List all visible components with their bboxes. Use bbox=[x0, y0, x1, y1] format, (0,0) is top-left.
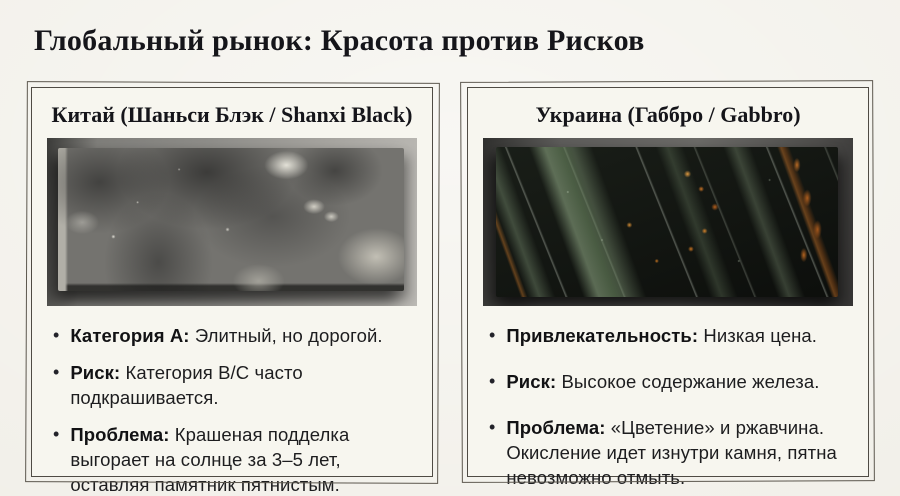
bullet-label: Риск: bbox=[70, 362, 121, 383]
bullet-label: Привлекательность: bbox=[506, 325, 699, 346]
panel-china-header: Китай (Шаньси Блэк / Shanxi Black) bbox=[51, 102, 413, 127]
bullet-icon: • bbox=[53, 362, 60, 382]
panel-china-bullets bbox=[53, 323, 415, 496]
bullet-item bbox=[53, 323, 415, 348]
bullet-item bbox=[489, 415, 851, 490]
bullet-text bbox=[70, 422, 415, 496]
bullet-value: Крашеная подделка выгорает на солнце за 3–5 лет, оставляя памятник пятнистым. bbox=[70, 424, 350, 495]
bullet-item bbox=[489, 323, 851, 348]
bullet-item bbox=[489, 369, 851, 394]
bullet-icon: • bbox=[53, 325, 60, 345]
bullet-text bbox=[506, 369, 819, 394]
bullet-value: Элитный, но дорогой. bbox=[194, 325, 383, 346]
bullet-icon: • bbox=[53, 424, 60, 444]
bullet-icon: • bbox=[489, 325, 496, 345]
gabbro-photo bbox=[483, 138, 853, 306]
bullet-value: Низкая цена. bbox=[703, 325, 818, 346]
bullet-value: Категория B/C часто подкрашивается. bbox=[70, 362, 303, 408]
bullet-item bbox=[53, 422, 415, 496]
bullet-item bbox=[53, 360, 415, 410]
bullet-text bbox=[70, 323, 382, 348]
shanxi-black-photo bbox=[47, 138, 417, 306]
slide-title: Глобальный рынок: Красота против Рисков bbox=[34, 24, 645, 57]
bullet-icon: • bbox=[489, 417, 496, 437]
bullet-text bbox=[70, 360, 415, 410]
panel-ukraine-header: Украина (Габбро / Gabbro) bbox=[535, 102, 801, 127]
panel-china bbox=[31, 87, 433, 495]
bullet-label: Риск: bbox=[506, 371, 557, 392]
bullet-label: Категория A: bbox=[70, 325, 190, 346]
panel-ukraine bbox=[467, 87, 869, 488]
panel-ukraine-bullets bbox=[489, 323, 851, 490]
bullet-text bbox=[506, 415, 851, 490]
gabbro-slab bbox=[496, 147, 838, 297]
bullet-value: «Цветение» и ржавчина. Окисление идет изнутри камня, пятна невозможно отмыть. bbox=[506, 417, 837, 488]
bullet-label: Проблема: bbox=[70, 424, 170, 445]
bullet-label: Проблема: bbox=[506, 417, 606, 438]
bullet-value: Высокое содержание железа. bbox=[561, 371, 820, 392]
bullet-text bbox=[506, 323, 817, 348]
comparison-panels bbox=[31, 87, 869, 495]
shanxi-black-slab bbox=[58, 148, 404, 291]
bullet-icon: • bbox=[489, 371, 496, 391]
